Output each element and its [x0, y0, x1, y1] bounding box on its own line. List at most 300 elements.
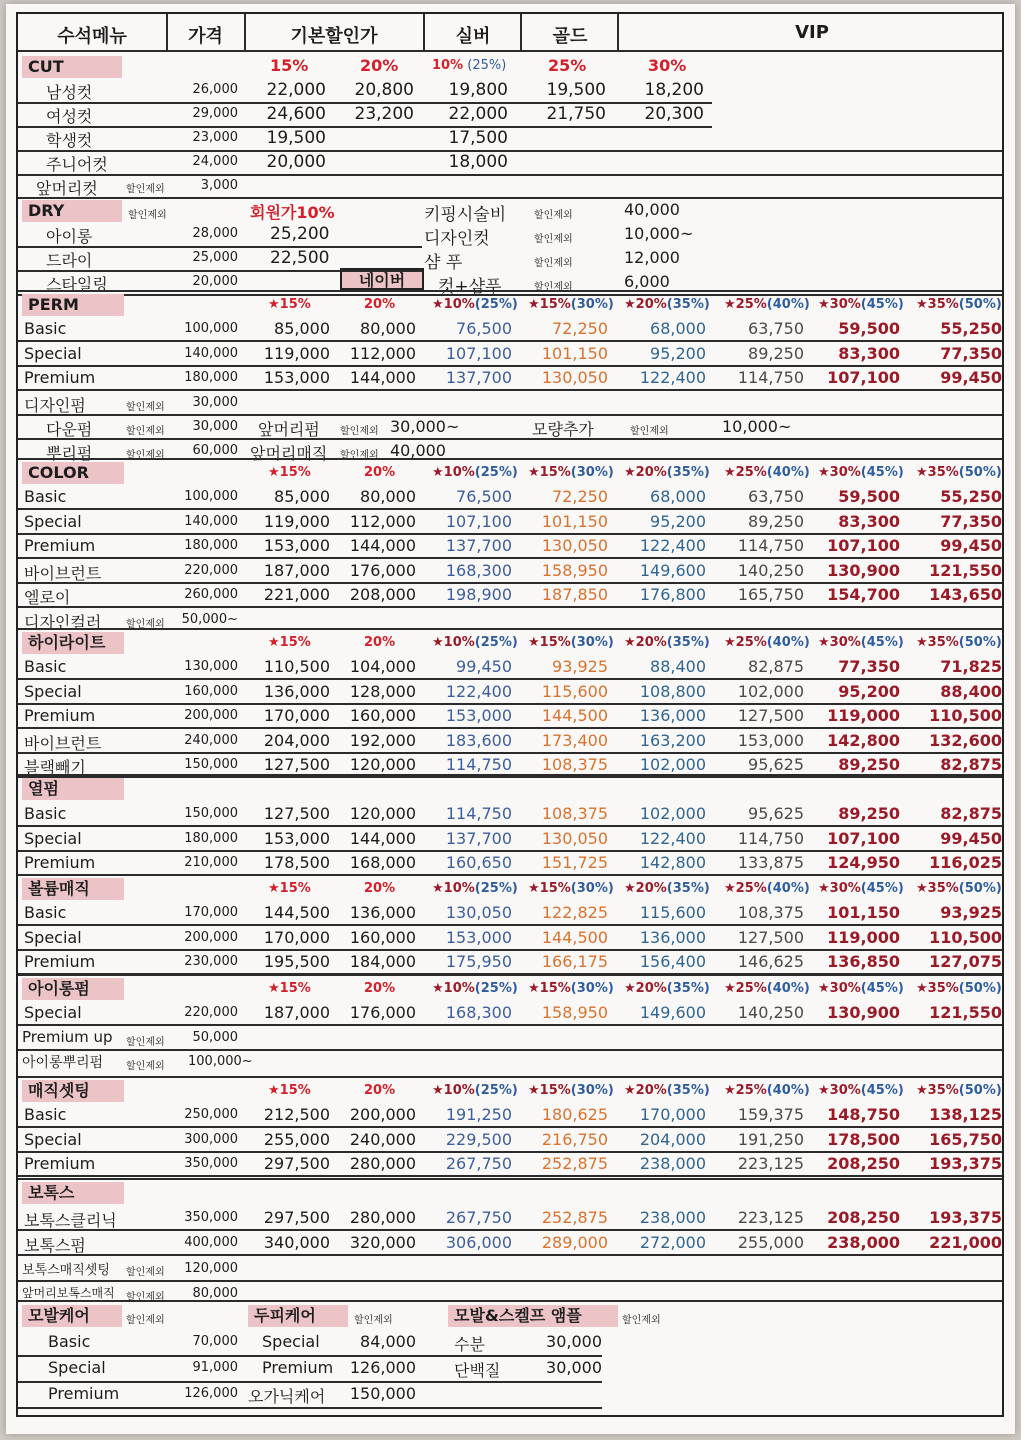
- iron-tier3: [432, 981, 518, 996]
- color-val-0-2: 76,500: [456, 487, 512, 506]
- scalp-name-1: Premium: [262, 1358, 334, 1377]
- extra-name-2: 샴 푸: [424, 253, 463, 273]
- perm-tier8-b: (50%): [958, 297, 1002, 312]
- botox-price-1: 400,000: [184, 1234, 238, 1250]
- perm-val-1-5: 89,250: [748, 343, 804, 363]
- ample-title: 모발&스켈프 앰플: [448, 1305, 618, 1327]
- care-name-1: Special: [48, 1358, 106, 1377]
- color-tier6-a: ★25%: [724, 465, 767, 480]
- botox-m1-excl: 할인제외: [126, 1267, 165, 1278]
- perm-down-excl: 할인제외: [126, 425, 165, 437]
- dry-val-1: 22,500: [270, 248, 330, 268]
- highlight-val-1-1: 128,000: [349, 681, 416, 701]
- color-price-0: 100,000: [184, 489, 238, 504]
- highlight-val-0-2: 99,450: [456, 657, 512, 676]
- extra-price-0: 40,000: [624, 200, 680, 219]
- highlight-tier6-b: (40%): [766, 635, 810, 650]
- iron-tier3-b: (25%): [474, 981, 518, 996]
- scalp-excl: 할인제외: [354, 1315, 393, 1326]
- perm-title: PERM: [22, 294, 124, 316]
- volume-val-1-0: 170,000: [263, 927, 330, 947]
- magic-val-1-5: 191,250: [737, 1129, 804, 1149]
- magic-val-1-1: 240,000: [349, 1129, 416, 1149]
- botox-title: 보톡스: [22, 1182, 124, 1204]
- iron-root-price: 100,000~: [188, 1053, 253, 1069]
- highlight-val-4-5: 95,625: [748, 755, 804, 774]
- perm-tier1: ★15%: [268, 297, 311, 312]
- botox-val-0-0: 297,500: [263, 1208, 330, 1227]
- cut-val-3-2: 18,000: [448, 152, 508, 172]
- highlight-val-2-6: 119,000: [827, 706, 900, 725]
- botox-val-1-3: 289,000: [541, 1232, 608, 1252]
- color-tier5: [624, 465, 710, 480]
- botox-val-0-3: 252,875: [541, 1208, 608, 1227]
- extra-price-2: 12,000: [624, 248, 680, 267]
- care-header: [18, 1305, 1002, 1329]
- iron-root-name: 아이롱뿌리펌: [22, 1054, 104, 1071]
- highlight-val-3-5: 153,000: [737, 730, 804, 750]
- volume-tier8: [916, 881, 1002, 896]
- ample-name-0: 수분: [454, 1335, 485, 1354]
- iron-val-0-7: 121,550: [929, 1003, 1002, 1022]
- highlight-val-3-3: 173,400: [541, 730, 608, 750]
- highlight-val-1-3: 115,600: [541, 681, 608, 701]
- scalp-name-0: Special: [262, 1332, 320, 1351]
- color-val-0-5: 63,750: [748, 487, 804, 506]
- perm-val-1-1: 112,000: [349, 343, 416, 363]
- highlight-price-3: 240,000: [184, 732, 238, 748]
- heatperm-price-1: 180,000: [184, 830, 238, 846]
- highlight-val-1-0: 136,000: [263, 681, 330, 701]
- highlight-tier6-a: ★25%: [724, 635, 767, 650]
- magic-val-0-3: 180,625: [541, 1105, 608, 1124]
- heatperm-val-1-0: 153,000: [263, 828, 330, 848]
- heatperm-title: 열펌: [22, 778, 124, 800]
- color-name-4: 엘로이: [24, 588, 71, 607]
- perm-val-2-1: 144,000: [349, 368, 416, 387]
- dry-member: 회원가10%: [250, 203, 335, 222]
- perm-down-n3: 모량추가: [532, 419, 594, 439]
- perm-val-0-1: 80,000: [360, 319, 416, 338]
- cut-val-1-2: 22,000: [448, 104, 508, 124]
- color-name-1: Special: [24, 511, 82, 531]
- extra-name-3: 컷+샴푸: [438, 277, 502, 297]
- highlight-val-4-4: 102,000: [639, 755, 706, 774]
- magic-val-2-1: 280,000: [349, 1154, 416, 1173]
- highlight-price-2: 200,000: [184, 708, 238, 723]
- heatperm-val-2-2: 160,650: [445, 853, 512, 872]
- perm-val-2-5: 114,750: [737, 368, 804, 387]
- magic-val-1-0: 255,000: [263, 1129, 330, 1149]
- cut-val-3-0: 20,000: [266, 152, 326, 172]
- highlight-name-1: Special: [24, 681, 82, 701]
- botox-m2-name: 앞머리보톡스매직: [22, 1286, 115, 1300]
- highlight-tier3-a: ★10%: [432, 635, 475, 650]
- perm-val-1-7: 77,350: [940, 343, 1002, 363]
- dry-price-0: 28,000: [192, 226, 238, 241]
- volume-val-0-7: 93,925: [940, 903, 1002, 922]
- volume-price-2: 230,000: [184, 954, 238, 969]
- cut-name-1: 여성컷: [46, 107, 93, 126]
- volume-tier7-a: ★30%: [818, 881, 861, 896]
- color-tier8: [916, 465, 1002, 480]
- magic-tier6-b: (40%): [766, 1083, 810, 1098]
- color-val-4-7: 143,650: [929, 585, 1002, 604]
- botox-val-1-4: 272,000: [639, 1232, 706, 1252]
- volume-tier5: [624, 881, 710, 896]
- perm-root-excl: 할인제외: [126, 449, 165, 461]
- perm-val-1-6: 83,300: [838, 343, 900, 363]
- color-val-1-6: 83,300: [838, 511, 900, 531]
- botox-m1-name: 보톡스매직셋팅: [22, 1263, 110, 1278]
- cut-val-1-0: 24,600: [266, 104, 326, 124]
- highlight-title: 하이라이트: [22, 632, 124, 654]
- cut-val-0-3: 19,500: [546, 80, 606, 100]
- perm-down-price: 30,000: [192, 418, 238, 434]
- perm-tier3: [432, 297, 518, 312]
- color-name-0: Basic: [24, 487, 67, 506]
- perm-root-excl2: 할인제외: [340, 449, 379, 461]
- magic-title: 매직셋팅: [22, 1080, 124, 1102]
- perm-down-excl3: 할인제외: [630, 425, 669, 437]
- volume-val-2-3: 166,175: [541, 952, 608, 971]
- highlight-val-0-3: 93,925: [552, 657, 608, 676]
- volume-price-0: 170,000: [184, 905, 238, 920]
- perm-down-p2: 30,000~: [390, 416, 460, 436]
- heatperm-val-0-7: 82,875: [940, 804, 1002, 823]
- iron-tier6-a: ★25%: [724, 981, 767, 996]
- magic-tier8: [916, 1083, 1002, 1098]
- magic-tier2: 20%: [364, 1083, 396, 1098]
- heatperm-val-1-3: 130,050: [541, 828, 608, 848]
- volume-tier6-a: ★25%: [724, 881, 767, 896]
- highlight-val-0-1: 104,000: [349, 657, 416, 676]
- volume-tier7-b: (45%): [860, 881, 904, 896]
- extra-price-1: 10,000~: [624, 224, 694, 243]
- cut-val-0-0: 22,000: [266, 80, 326, 100]
- highlight-val-2-0: 170,000: [263, 706, 330, 725]
- highlight-val-4-1: 120,000: [349, 755, 416, 774]
- magic-val-0-5: 159,375: [737, 1105, 804, 1124]
- cut-gold: 25%: [548, 56, 587, 75]
- volume-tier5-b: (35%): [666, 881, 710, 896]
- cut-vip: 30%: [648, 56, 687, 75]
- perm-val-0-3: 72,250: [552, 319, 608, 338]
- botox-val-1-6: 238,000: [827, 1232, 900, 1252]
- perm-tier7-a: ★30%: [818, 297, 861, 312]
- iron-root-excl: 할인제외: [126, 1060, 165, 1072]
- iron-tier7-a: ★30%: [818, 981, 861, 996]
- color-val-2-2: 137,700: [445, 536, 512, 555]
- magic-price-1: 300,000: [184, 1131, 238, 1147]
- color-val-1-4: 95,200: [650, 511, 706, 531]
- magic-tier3: [432, 1083, 518, 1098]
- magic-tier6: [724, 1083, 810, 1098]
- highlight-val-0-0: 110,500: [263, 657, 330, 676]
- volume-val-1-6: 119,000: [827, 927, 900, 947]
- header-gold: 골드: [552, 26, 588, 47]
- perm-design-name: 디자인펌: [24, 395, 86, 415]
- color-val-0-6: 59,500: [838, 487, 900, 506]
- color-val-3-1: 176,000: [349, 560, 416, 580]
- highlight-tier3: [432, 635, 518, 650]
- volume-val-0-0: 144,500: [263, 903, 330, 922]
- iron-tier8-b: (50%): [958, 981, 1002, 996]
- cut-price-2: 23,000: [192, 130, 238, 145]
- volume-val-0-2: 130,050: [445, 903, 512, 922]
- highlight-val-1-6: 95,200: [838, 681, 900, 701]
- dry-excl: 할인제외: [128, 210, 167, 221]
- perm-root-price: 60,000: [192, 442, 238, 458]
- color-design-name: 디자인컬러: [24, 612, 102, 632]
- color-val-4-6: 154,700: [827, 585, 900, 604]
- color-tier4-a: ★15%: [528, 465, 571, 480]
- color-val-1-2: 107,100: [445, 511, 512, 531]
- color-val-4-3: 187,850: [541, 585, 608, 604]
- color-val-3-0: 187,000: [263, 560, 330, 580]
- highlight-val-2-5: 127,500: [737, 706, 804, 725]
- iron-val-0-5: 140,250: [737, 1003, 804, 1022]
- highlight-tier7-a: ★30%: [818, 635, 861, 650]
- volume-tier8-a: ★35%: [916, 881, 959, 896]
- volume-val-1-3: 144,500: [541, 927, 608, 947]
- magic-tier5-a: ★20%: [624, 1083, 667, 1098]
- iron-tier5: [624, 981, 710, 996]
- perm-root-name: 뿌리펌: [46, 443, 93, 463]
- bangs-name: 앞머리컷: [36, 179, 98, 198]
- color-tier4-b: (30%): [570, 465, 614, 480]
- heatperm-price-0: 150,000: [184, 806, 238, 821]
- color-tier7-b: (45%): [860, 465, 904, 480]
- heatperm-val-1-1: 144,000: [349, 828, 416, 848]
- volume-val-2-5: 146,625: [737, 952, 804, 971]
- magic-tier7-a: ★30%: [818, 1083, 861, 1098]
- iron-tier8: [916, 981, 1002, 996]
- botox-val-1-7: 221,000: [929, 1232, 1002, 1252]
- perm-val-0-4: 68,000: [650, 319, 706, 338]
- color-val-3-4: 149,600: [639, 560, 706, 580]
- cut-name-2: 학생컷: [46, 131, 93, 150]
- highlight-tier4: [528, 635, 614, 650]
- highlight-tier6: [724, 635, 810, 650]
- magic-name-2: Premium: [24, 1154, 96, 1173]
- cut-name-0: 남성컷: [46, 83, 93, 102]
- iron-name-0: Special: [24, 1003, 82, 1022]
- volume-tier4: [528, 881, 614, 896]
- highlight-tier8: [916, 635, 1002, 650]
- volume-tier2: 20%: [364, 881, 396, 896]
- volume-tier4-a: ★15%: [528, 881, 571, 896]
- price-board: [16, 12, 1004, 1417]
- iron-tier6-b: (40%): [766, 981, 810, 996]
- volume-name-1: Special: [24, 927, 82, 947]
- perm-tier4-b: (30%): [570, 297, 614, 312]
- botox-val-0-5: 223,125: [737, 1208, 804, 1227]
- botox-val-1-0: 340,000: [263, 1232, 330, 1252]
- magic-val-2-0: 297,500: [263, 1154, 330, 1173]
- color-val-3-2: 168,300: [445, 560, 512, 580]
- magic-val-1-7: 165,750: [929, 1129, 1002, 1149]
- color-val-4-1: 208,000: [349, 585, 416, 604]
- color-price-1: 140,000: [184, 513, 238, 529]
- color-tier5-a: ★20%: [624, 465, 667, 480]
- volume-tier1: ★15%: [268, 881, 311, 896]
- perm-val-1-2: 107,100: [445, 343, 512, 363]
- highlight-val-4-0: 127,500: [263, 755, 330, 774]
- perm-val-2-2: 137,700: [445, 368, 512, 387]
- botox-m1-price: 120,000: [184, 1261, 238, 1276]
- ample-name-1: 단백질: [454, 1361, 501, 1380]
- scalp-name-2: 오가닉케어: [248, 1387, 326, 1406]
- volume-tier6-b: (40%): [766, 881, 810, 896]
- volume-name-2: Premium: [24, 952, 96, 971]
- extra-excl-0: 할인제외: [534, 210, 573, 221]
- magic-val-2-2: 267,750: [445, 1154, 512, 1173]
- volume-val-1-4: 136,000: [639, 927, 706, 947]
- ample-price-0: 30,000: [546, 1332, 602, 1351]
- color-val-0-4: 68,000: [650, 487, 706, 506]
- magic-tier4-a: ★15%: [528, 1083, 571, 1098]
- cut-val-1-1: 23,200: [354, 104, 414, 124]
- magic-val-1-4: 204,000: [639, 1129, 706, 1149]
- highlight-val-4-2: 114,750: [445, 755, 512, 774]
- dry-name-0: 아이롱: [46, 227, 93, 246]
- highlight-tier4-a: ★15%: [528, 635, 571, 650]
- volume-title: 볼륨매직: [22, 878, 124, 900]
- header-vip: VIP: [795, 22, 829, 43]
- magic-val-0-4: 170,000: [639, 1105, 706, 1124]
- botox-val-1-2: 306,000: [445, 1232, 512, 1252]
- highlight-val-3-4: 163,200: [639, 730, 706, 750]
- highlight-val-0-5: 82,875: [748, 657, 804, 676]
- perm-tier7-b: (45%): [860, 297, 904, 312]
- botox-val-1-5: 255,000: [737, 1232, 804, 1252]
- iron-val-0-2: 168,300: [445, 1003, 512, 1022]
- color-val-1-0: 119,000: [263, 511, 330, 531]
- color-tier3: [432, 465, 518, 480]
- extra-price-3: 6,000: [624, 272, 670, 291]
- magic-tier6-a: ★25%: [724, 1083, 767, 1098]
- volume-val-2-1: 184,000: [349, 952, 416, 971]
- perm-name-1: Special: [24, 343, 82, 363]
- perm-val-0-5: 63,750: [748, 319, 804, 338]
- color-val-0-0: 85,000: [274, 487, 330, 506]
- magic-tier8-b: (50%): [958, 1083, 1002, 1098]
- cut-val-0-4: 18,200: [644, 80, 704, 100]
- heatperm-val-0-5: 95,625: [748, 804, 804, 823]
- cut-d1: 15%: [270, 56, 309, 75]
- magic-val-2-5: 223,125: [737, 1154, 804, 1173]
- heatperm-val-1-4: 122,400: [639, 828, 706, 848]
- color-val-3-3: 158,950: [541, 560, 608, 580]
- volume-val-2-2: 175,950: [445, 952, 512, 971]
- magic-val-0-7: 138,125: [929, 1105, 1002, 1124]
- color-price-2: 180,000: [184, 538, 238, 553]
- highlight-name-0: Basic: [24, 657, 67, 676]
- botox-name-1: 보톡스펌: [24, 1235, 86, 1255]
- volume-tier8-b: (50%): [958, 881, 1002, 896]
- volume-val-2-6: 136,850: [827, 952, 900, 971]
- perm-name-2: Premium: [24, 368, 96, 387]
- color-tier7-a: ★30%: [818, 465, 861, 480]
- cut-price-3: 24,000: [192, 154, 238, 169]
- dry-name-1: 드라이: [46, 251, 93, 270]
- magic-val-2-3: 252,875: [541, 1154, 608, 1173]
- heatperm-val-1-2: 137,700: [445, 828, 512, 848]
- botox-val-0-1: 280,000: [349, 1208, 416, 1227]
- iron-tier3-a: ★10%: [432, 981, 475, 996]
- magic-tier7-b: (45%): [860, 1083, 904, 1098]
- heatperm-val-0-0: 127,500: [263, 804, 330, 823]
- care-name-0: Basic: [48, 1332, 91, 1351]
- volume-tier3-a: ★10%: [432, 881, 475, 896]
- volume-tier3: [432, 881, 518, 896]
- perm-down-n2: 앞머리펌: [258, 419, 320, 439]
- heatperm-price-2: 210,000: [184, 855, 238, 870]
- heatperm-val-0-3: 108,375: [541, 804, 608, 823]
- magic-val-1-6: 178,500: [827, 1129, 900, 1149]
- color-val-3-5: 140,250: [737, 560, 804, 580]
- highlight-val-4-7: 82,875: [940, 755, 1002, 774]
- ample-excl: 할인제외: [622, 1315, 661, 1326]
- scalp-price-0: 84,000: [360, 1332, 416, 1351]
- highlight-name-3: 바이브런트: [24, 733, 102, 753]
- botox-m2-price: 80,000: [192, 1286, 238, 1301]
- iron-tier7-b: (45%): [860, 981, 904, 996]
- heatperm-val-1-7: 99,450: [940, 828, 1002, 848]
- extra-excl-2: 할인제외: [534, 258, 573, 269]
- highlight-val-1-7: 88,400: [940, 681, 1002, 701]
- volume-val-1-1: 160,000: [349, 927, 416, 947]
- volume-tier7: [818, 881, 904, 896]
- perm-val-0-6: 59,500: [838, 319, 900, 338]
- heatperm-val-1-6: 107,100: [827, 828, 900, 848]
- magic-tier7: [818, 1083, 904, 1098]
- perm-val-2-7: 99,450: [940, 368, 1002, 387]
- highlight-tier5-b: (35%): [666, 635, 710, 650]
- highlight-val-0-4: 88,400: [650, 657, 706, 676]
- care-price-2: 126,000: [184, 1386, 238, 1401]
- iron-tier6: [724, 981, 810, 996]
- cut-name-3: 주니어컷: [46, 155, 108, 174]
- magic-val-0-0: 212,500: [263, 1105, 330, 1124]
- iron-pu-excl: 할인제외: [126, 1036, 165, 1048]
- header-price: 가격: [188, 26, 223, 47]
- color-val-4-2: 198,900: [445, 585, 512, 604]
- magic-val-1-3: 216,750: [541, 1129, 608, 1149]
- color-tier1: ★15%: [268, 465, 311, 480]
- magic-tier4: [528, 1083, 614, 1098]
- heatperm-val-0-6: 89,250: [838, 804, 900, 823]
- volume-val-2-4: 156,400: [639, 952, 706, 971]
- magic-val-2-7: 193,375: [929, 1154, 1002, 1173]
- magic-name-0: Basic: [24, 1105, 67, 1124]
- iron-val-0-0: 187,000: [263, 1003, 330, 1022]
- scalp-price-2: 150,000: [349, 1384, 416, 1403]
- highlight-val-1-5: 102,000: [737, 681, 804, 701]
- magic-val-1-2: 229,500: [445, 1129, 512, 1149]
- highlight-val-4-3: 108,375: [541, 755, 608, 774]
- iron-tier8-a: ★35%: [916, 981, 959, 996]
- bangs-excl: 할인제외: [126, 184, 165, 195]
- cut-val-1-3: 21,750: [546, 104, 606, 124]
- perm-design-excl: 할인제외: [126, 401, 165, 413]
- care-price-0: 70,000: [192, 1334, 238, 1349]
- color-val-2-5: 114,750: [737, 536, 804, 555]
- iron-val-0-3: 158,950: [541, 1003, 608, 1022]
- highlight-val-4-6: 89,250: [838, 755, 900, 774]
- botox-val-1-1: 320,000: [349, 1232, 416, 1252]
